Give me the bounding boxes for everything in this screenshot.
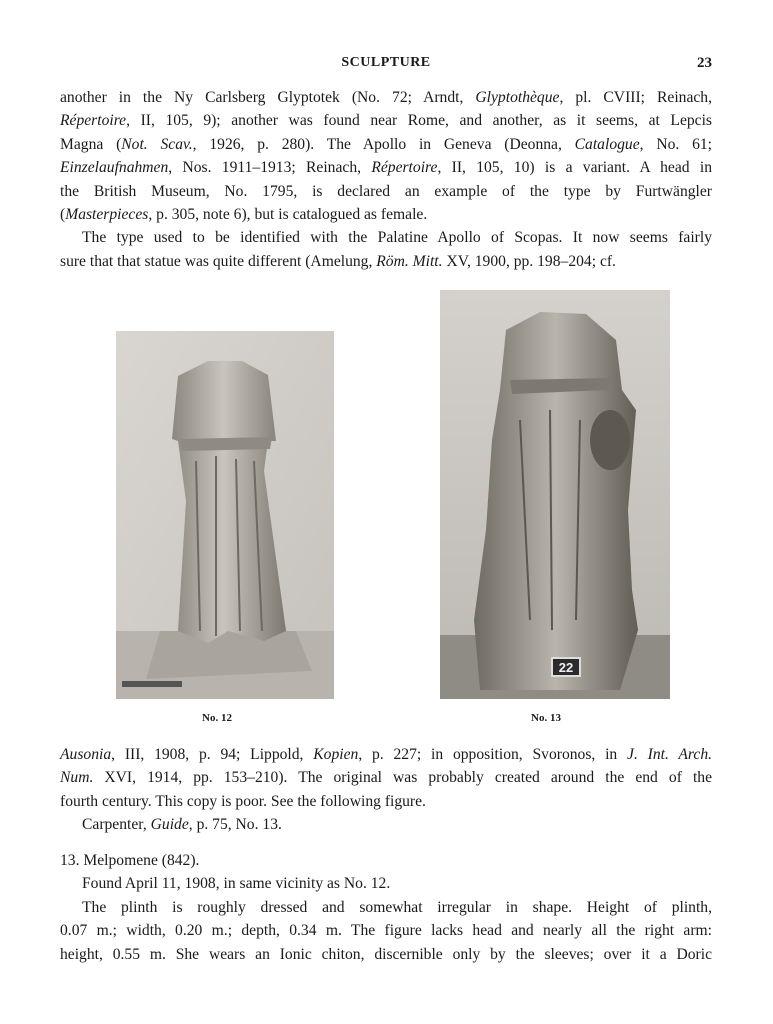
text-run: Magna ( bbox=[60, 135, 122, 153]
text-run: sure that that statue was quite different (Amelung, bbox=[60, 252, 377, 270]
text-run: , p. 227; in opposition, Svoronos, in bbox=[358, 746, 628, 763]
page-number: 23 bbox=[697, 55, 712, 71]
figure-no-12-photo bbox=[116, 331, 334, 699]
text-line bbox=[60, 849, 712, 872]
italic-citation: Masterpieces bbox=[65, 206, 149, 224]
text-run: , p. 75, No. 13. bbox=[188, 816, 282, 834]
italic-citation: Guide bbox=[150, 816, 189, 834]
text-run: , p. 305, note 6), but is catalogued as female. bbox=[148, 206, 428, 224]
text-run: The plinth is roughly dressed and somewhat irregular in shape. Height of plinth, bbox=[82, 898, 712, 916]
running-title: SCULPTURE bbox=[341, 55, 431, 70]
text-line bbox=[60, 203, 712, 226]
text-line bbox=[60, 133, 712, 156]
italic-citation: Not. Scav. bbox=[121, 135, 193, 153]
text-run: , pl. CVIII; Reinach, bbox=[559, 89, 712, 106]
statue-13-image bbox=[440, 290, 670, 699]
text-run: 0.07 m.; width, 0.20 m.; depth, 0.34 m. The figure lacks head and nearly all the right arm: bbox=[60, 922, 712, 940]
text-line bbox=[60, 766, 712, 789]
text-run: , No. 61; bbox=[639, 135, 712, 153]
text-line bbox=[60, 790, 712, 813]
text-line bbox=[60, 743, 712, 766]
text-run: another in the Ny Carlsberg Glyptotek (No. 72; Arndt, bbox=[60, 89, 476, 106]
text-run: , 1926, p. 280). The Apollo in Geneva (Deonna, bbox=[192, 135, 575, 153]
italic-citation: Glyptothèque bbox=[475, 89, 560, 106]
italic-citation: Ausonia bbox=[60, 746, 112, 763]
italic-citation: J. Int. Arch. bbox=[627, 746, 713, 763]
italic-citation: Röm. Mitt. bbox=[376, 252, 443, 270]
specimen-label: 22 bbox=[558, 660, 574, 675]
text-run: , III, 1908, p. 94; Lippold, bbox=[111, 746, 314, 763]
text-line bbox=[60, 943, 712, 966]
text-line bbox=[60, 109, 712, 132]
text-line bbox=[60, 872, 712, 895]
text-line bbox=[60, 896, 712, 919]
text-run: , Nos. 1911–1913; Reinach, bbox=[168, 159, 372, 177]
statue-12-image bbox=[116, 331, 334, 699]
italic-citation: Kopien bbox=[313, 746, 359, 763]
text-run: 13. Melpomene (842). bbox=[60, 852, 200, 869]
italic-citation: Catalogue bbox=[574, 135, 640, 153]
text-run: fourth century. This copy is poor. See the following figure. bbox=[60, 792, 426, 810]
text-block-bottom bbox=[60, 743, 712, 837]
figure-no-12-caption: No. 12 bbox=[202, 712, 232, 724]
text-line bbox=[60, 86, 712, 109]
text-run: XVI, 1914, pp. 153–210). The original was probably created around the end of the bbox=[93, 769, 712, 787]
text-run: ( bbox=[60, 206, 66, 224]
text-line bbox=[60, 226, 712, 249]
text-block-top bbox=[60, 86, 712, 273]
italic-citation: Répertoire bbox=[371, 159, 438, 177]
italic-citation: Répertoire bbox=[60, 112, 127, 130]
text-line bbox=[60, 919, 712, 942]
text-run: Carpenter, bbox=[82, 816, 151, 834]
italic-citation: Einzelaufnahmen bbox=[60, 159, 169, 177]
text-line bbox=[60, 180, 712, 203]
text-run: XV, 1900, pp. 198–204; cf. bbox=[442, 252, 616, 270]
italic-citation: Num. bbox=[60, 769, 94, 787]
figure-no-13-photo bbox=[440, 290, 670, 699]
text-line bbox=[60, 813, 712, 836]
text-run: , II, 105, 9); another was found near Rome, and another, as it seems, at Lepcis bbox=[126, 112, 712, 130]
text-run: height, 0.55 m. She wears an Ionic chiton, discernible only by the sleeves; over it a Doric bbox=[60, 945, 712, 963]
text-run: Found April 11, 1908, in same vicinity as No. 12. bbox=[82, 875, 391, 893]
page-header bbox=[60, 55, 712, 75]
text-run: , II, 105, 10) is a variant. A head in bbox=[437, 159, 713, 177]
figure-no-13-caption: No. 13 bbox=[531, 712, 561, 724]
text-run: The type used to be identified with the Palatine Apollo of Scopas. It now seems fairly bbox=[82, 229, 712, 247]
catalogue-entry-13 bbox=[60, 849, 712, 966]
text-run: the British Museum, No. 1795, is declared an example of the type by Furtwängler bbox=[60, 182, 712, 200]
text-line bbox=[60, 250, 712, 273]
text-line bbox=[60, 156, 712, 179]
